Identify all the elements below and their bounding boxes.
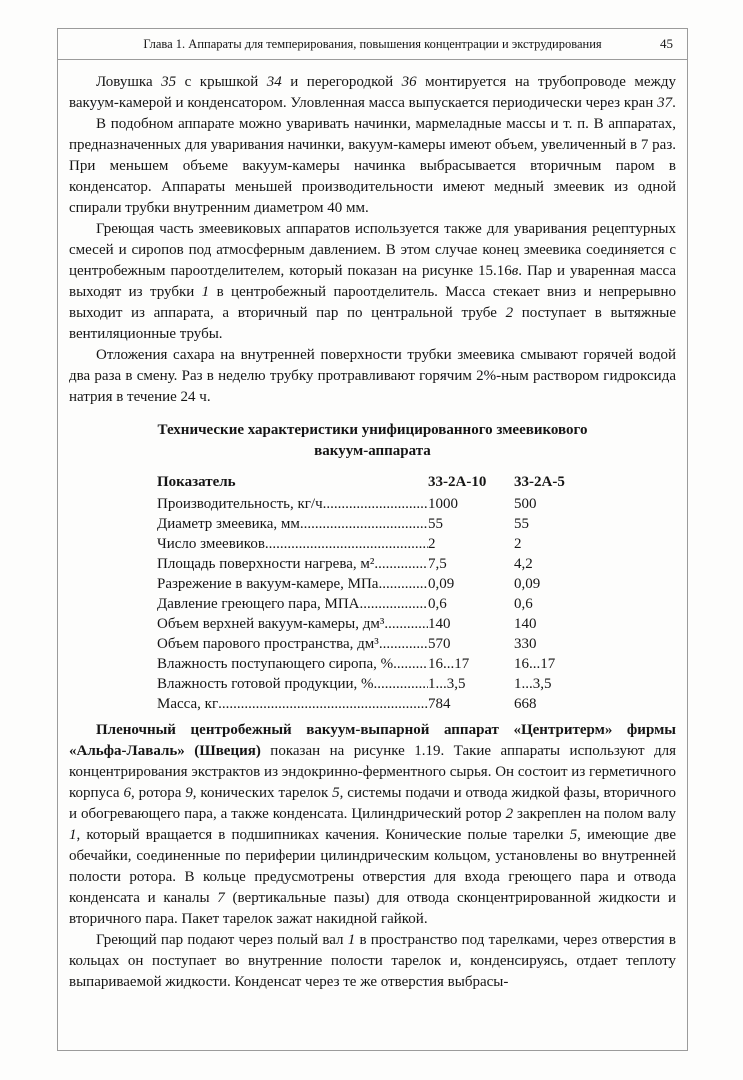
- text-run: . Пар и уваренная масса выходят из трубки: [69, 263, 676, 300]
- text-run: закреплен на полом валу: [513, 806, 676, 822]
- paragraphs-top: [69, 72, 676, 408]
- text-run: 37: [657, 95, 673, 111]
- dot-leader: [379, 634, 428, 654]
- value-model-2: 500: [514, 496, 537, 512]
- spec-table: [157, 472, 586, 714]
- text-run: 34: [266, 74, 282, 90]
- dot-leader: [323, 494, 428, 514]
- text-run: 5: [569, 827, 578, 843]
- value-model-1: 16...17: [428, 656, 470, 672]
- dot-leader: [378, 574, 428, 594]
- value-model-1: 2: [428, 536, 436, 552]
- table-row: [157, 514, 586, 534]
- paragraph: [69, 930, 676, 993]
- row-label: Объем верхней вакуум-камеры, дм³: [157, 616, 385, 632]
- table-row: [157, 654, 586, 674]
- value-model-2: 668: [514, 696, 537, 712]
- value-model-2: 0,6: [514, 596, 533, 612]
- paragraph: [69, 720, 676, 930]
- dot-leader: [265, 534, 428, 554]
- text-run: монтируется на трубопроводе между вакуум-камерой и конденсатором. Уловленная масса выпускается периодически через кран: [69, 74, 676, 111]
- table-row: [157, 694, 586, 714]
- column-header-model-2: 33-2А-5: [514, 474, 565, 490]
- value-model-1: 570: [428, 636, 451, 652]
- chapter-title: Глава 1. Аппараты для темперирования, повышения концентрации и экструдирования: [143, 36, 602, 51]
- text-run: 36: [401, 74, 417, 90]
- value-model-1: 55: [428, 516, 443, 532]
- page-frame: [57, 28, 688, 1051]
- value-model-1: 1000: [428, 496, 458, 512]
- text-run: 2: [505, 305, 514, 321]
- table-header-row: [157, 472, 586, 492]
- text-run: , который вращается в подшипниках качения. Конические полые тарелки: [76, 827, 570, 843]
- text-run: Пленочный центробежный вакуум-выпарной аппарат «Центритерм» фирмы «Альфа-Лаваль» (Швеция): [69, 722, 676, 759]
- table-row: [157, 574, 586, 594]
- dot-leader: [300, 514, 428, 534]
- column-header-label: Показатель: [157, 474, 236, 490]
- text-run: , системы подачи и отвода жидкой фазы, вторичного и обогревающего пара, а также конденсата. Цилиндрический ротор: [69, 785, 676, 822]
- row-label: Объем парового пространства, дм³: [157, 636, 379, 652]
- table-row: [157, 534, 586, 554]
- text-run: 9: [185, 785, 193, 801]
- text-run: В подобном аппарате можно уваривать начинки, мармеладные массы и т. п. В аппаратах, предназначенных для уваривания начинки, вакуум-камеры имеют объем, увеличенный в 7 раз. При меньшем объеме вакуум-камеры начинка выбрасывается вторичным паром в конденсатор. Аппараты меньшей производительности имеют медный змеевик из одной спирали трубки внутренним диаметром 40 мм.: [69, 116, 676, 216]
- value-model-1: 0,6: [428, 596, 447, 612]
- text-run: 35: [161, 74, 177, 90]
- text-run: (вертикальные пазы) для отвода сконцентрированной жидкости и вторичного пара. Пакет тарелок зажат накидной гайкой.: [69, 890, 676, 927]
- row-label: Давление греющего пара, МПА: [157, 596, 360, 612]
- paragraph: [69, 72, 676, 114]
- paragraph: [69, 345, 676, 408]
- value-model-2: 140: [514, 616, 537, 632]
- table-row: [157, 494, 586, 514]
- value-model-1: 7,5: [428, 556, 447, 572]
- page-number: 45: [660, 36, 673, 51]
- value-model-2: 55: [514, 516, 529, 532]
- text-run: 7: [217, 890, 225, 906]
- text-run: с крышкой: [176, 74, 267, 90]
- value-model-2: 330: [514, 636, 537, 652]
- dot-leader: [374, 554, 428, 574]
- value-model-2: 16...17: [514, 656, 556, 672]
- table-row: [157, 674, 586, 694]
- text-run: поступает в вытяжные вентиляционные трубы.: [69, 305, 676, 342]
- value-model-1: 0,09: [428, 576, 455, 592]
- dot-leader: [359, 594, 428, 614]
- text-run: в пространство под тарелками, через отверстия в кольцах он поступает во внутренние полости тарелок и, конденсируясь, отдает теплоту выпариваемой жидкости. Конденсат через те же отверстия выбрасы-: [69, 932, 676, 990]
- row-label: Диаметр змеевика, мм: [157, 516, 300, 532]
- text-run: показан на рисунке 1.19. Такие аппараты используют для концентрирования экстрактов из эндокринно-ферментного сырья. Он состоит из герметичного корпуса: [69, 743, 677, 801]
- text-run: .: [672, 95, 676, 111]
- dot-leader: [384, 614, 428, 634]
- text-run: 1: [201, 284, 210, 300]
- text-run: 5: [332, 785, 340, 801]
- column-header-model-1: 33-2А-10: [428, 474, 487, 490]
- page-content: [58, 60, 687, 993]
- dot-leader: [218, 694, 428, 714]
- row-label: Влажность готовой продукции, %: [157, 676, 374, 692]
- value-model-1: 1...3,5: [428, 676, 466, 692]
- row-label: Влажность поступающего сиропа, %: [157, 656, 394, 672]
- text-run: 1: [347, 932, 356, 948]
- table-row: [157, 634, 586, 654]
- table-rows: [157, 494, 586, 714]
- table-heading: Технические характеристики унифицированного змеевикового вакуум-аппарата: [157, 422, 588, 459]
- value-model-1: 140: [428, 616, 451, 632]
- dot-leader: [393, 654, 428, 674]
- text-run: в: [511, 263, 519, 279]
- text-run: 1: [69, 827, 77, 843]
- paragraphs-bottom: [69, 720, 676, 993]
- text-run: в центробежный пароотделитель. Масса стекает вниз и непрерывно выходит из аппарата, а вторичный пар по центральной трубе: [69, 284, 676, 321]
- table-row: [157, 614, 586, 634]
- value-model-2: 4,2: [514, 556, 533, 572]
- value-model-2: 1...3,5: [514, 676, 552, 692]
- row-label: Масса, кг: [157, 696, 219, 712]
- row-label: Площадь поверхности нагрева, м²: [157, 556, 375, 572]
- row-label: Число змеевиков: [157, 536, 265, 552]
- paragraph: [69, 219, 676, 345]
- running-header: [58, 29, 687, 60]
- text-run: и перегородкой: [281, 74, 402, 90]
- row-label: Производительность, кг/ч: [157, 496, 323, 512]
- table-row: [157, 554, 586, 574]
- text-run: 2: [505, 806, 514, 822]
- text-run: , ротора: [130, 785, 186, 801]
- row-label: Разрежение в вакуум-камере, МПа: [157, 576, 379, 592]
- text-run: Греющий пар подают через полый вал: [96, 932, 348, 948]
- value-model-1: 784: [428, 696, 451, 712]
- text-run: Греющая часть змеевиковых аппаратов используется также для уваривания рецептурных смесей и сиропов под атмосферным давлением. В этом случае конец змеевика соединяется с центробежным пароотделителем, который показан на рисунке 15.16: [69, 221, 676, 279]
- dot-leader: [374, 674, 428, 694]
- value-model-2: 0,09: [514, 576, 541, 592]
- text-run: 6: [123, 785, 131, 801]
- text-run: , конических тарелок: [192, 785, 333, 801]
- text-run: , имеющие две обечайки, соединенные по периферии цилиндрическим кольцом, установлены во внутренней полости ротора. В кольце предусмотрены отверстия для входа греющего пара и отвода конденсата и каналы: [69, 827, 677, 906]
- value-model-2: 2: [514, 536, 522, 552]
- paragraph: [69, 114, 676, 219]
- text-run: Ловушка: [96, 74, 162, 90]
- table-row: [157, 594, 586, 614]
- text-run: Отложения сахара на внутренней поверхности трубки змеевика смывают горячей водой два раза в смену. Раз в неделю трубку протравливают горячим 2%-ным раствором гидроксида натрия в течение 24 ч.: [69, 347, 676, 405]
